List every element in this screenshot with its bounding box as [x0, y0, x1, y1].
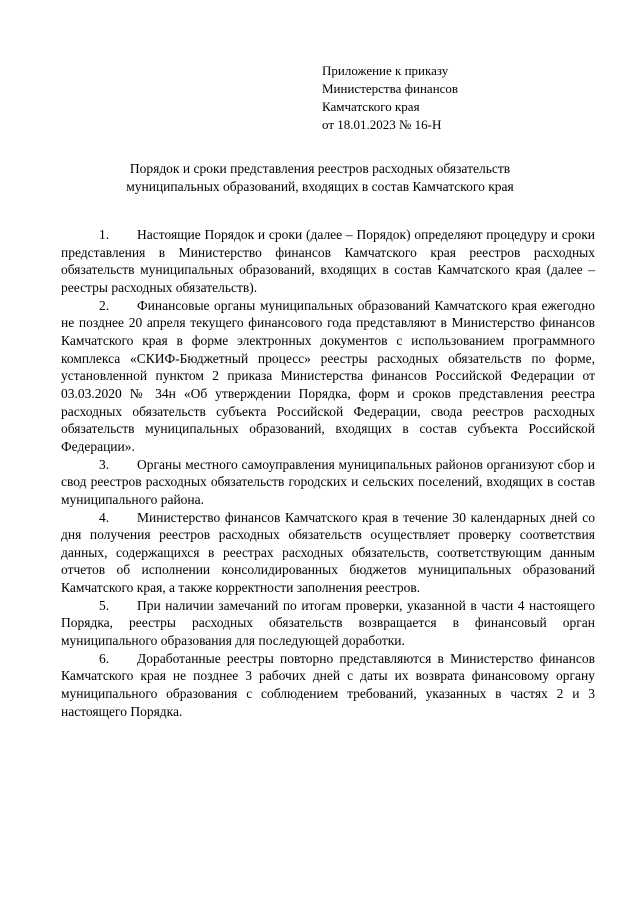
appendix-line: Министерства финансов	[322, 81, 459, 96]
paragraph-3	[61, 456, 595, 509]
paragraph-number: 1.	[99, 227, 110, 242]
paragraph-text: Финансовые органы муниципальных образований Камчатского края ежегодно не позднее 20 апреля текущего финансового года представляют в Министерство финансов Камчатского края в форме электронных документов с использованием программного комплекса «СКИФ-Бюджетный процесс» реестры расходных обязательств по форме, установленной пунктом 2 приказа Министерства финансов Российской Федерации от 03.03.2020 № 34н «Об утверждении Порядка, форм и сроков представления реестра расходных обязательств субъекта Российской Федерации, свода реестров расходных обязательств муниципальных образований, входящих в состав субъекта Российской Федерации».	[61, 297, 595, 454]
appendix-order-date: от 18.01.2023 № 16-Н	[322, 117, 442, 132]
paragraph-2	[61, 297, 595, 456]
paragraph-number: 4.	[99, 509, 110, 525]
document-body	[61, 226, 595, 720]
paragraph-4	[61, 509, 595, 597]
paragraph-number: 5.	[99, 597, 110, 613]
appendix-line: Камчатского края	[322, 99, 420, 114]
title-line: муниципальных образований, входящих в состав Камчатского края	[126, 179, 514, 194]
paragraph-number: 2.	[99, 297, 110, 313]
paragraph-text: Доработанные реестры повторно представляются в Министерство финансов Камчатского края не позднее 3 рабочих дней с даты их возврата финансовому органу муниципального образования с соблюдением требований, указанных в частях 2 и 3 настоящего Порядка.	[61, 650, 595, 719]
appendix-header	[322, 62, 458, 134]
paragraph-text: Органы местного самоуправления муниципальных районов организуют сбор и свод реестров расходных обязательств городских и сельских поселений, входящих в состав муниципального района.	[61, 456, 595, 507]
paragraph-6	[61, 650, 595, 721]
paragraph-5	[61, 597, 595, 650]
appendix-line: Приложение к приказу	[322, 63, 449, 78]
paragraph-text: Министерство финансов Камчатского края в течение 30 календарных дней со дня получения реестров расходных обязательств осуществляет проверку соответствия данных, содержащихся в реестрах расходных обязательств, соответствующим данным отчетов об исполнении консолидированных бюджетов муниципальных образований Камчатского края, а также корректности заполнения реестров.	[61, 509, 595, 596]
document-title	[60, 160, 580, 196]
paragraph-number: 6.	[99, 650, 110, 666]
paragraph-number: 3.	[99, 456, 110, 472]
title-line: Порядок и сроки представления реестров расходных обязательств	[129, 161, 511, 176]
paragraph-text: При наличии замечаний по итогам проверки, указанной в части 4 настоящего Порядка, реестры расходных обязательств возвращается в финансовый орган муниципального образования для последующей доработки.	[61, 597, 595, 649]
paragraph-1	[61, 226, 595, 297]
paragraph-text: Настоящие Порядок и сроки (далее – Порядок) определяют процедуру и сроки представления в Министерство финансов Камчатского края реестров расходных обязательств муниципальных образований, входящих в состав Камчатского края (далее – реестры расходных обязательств).	[61, 227, 595, 295]
